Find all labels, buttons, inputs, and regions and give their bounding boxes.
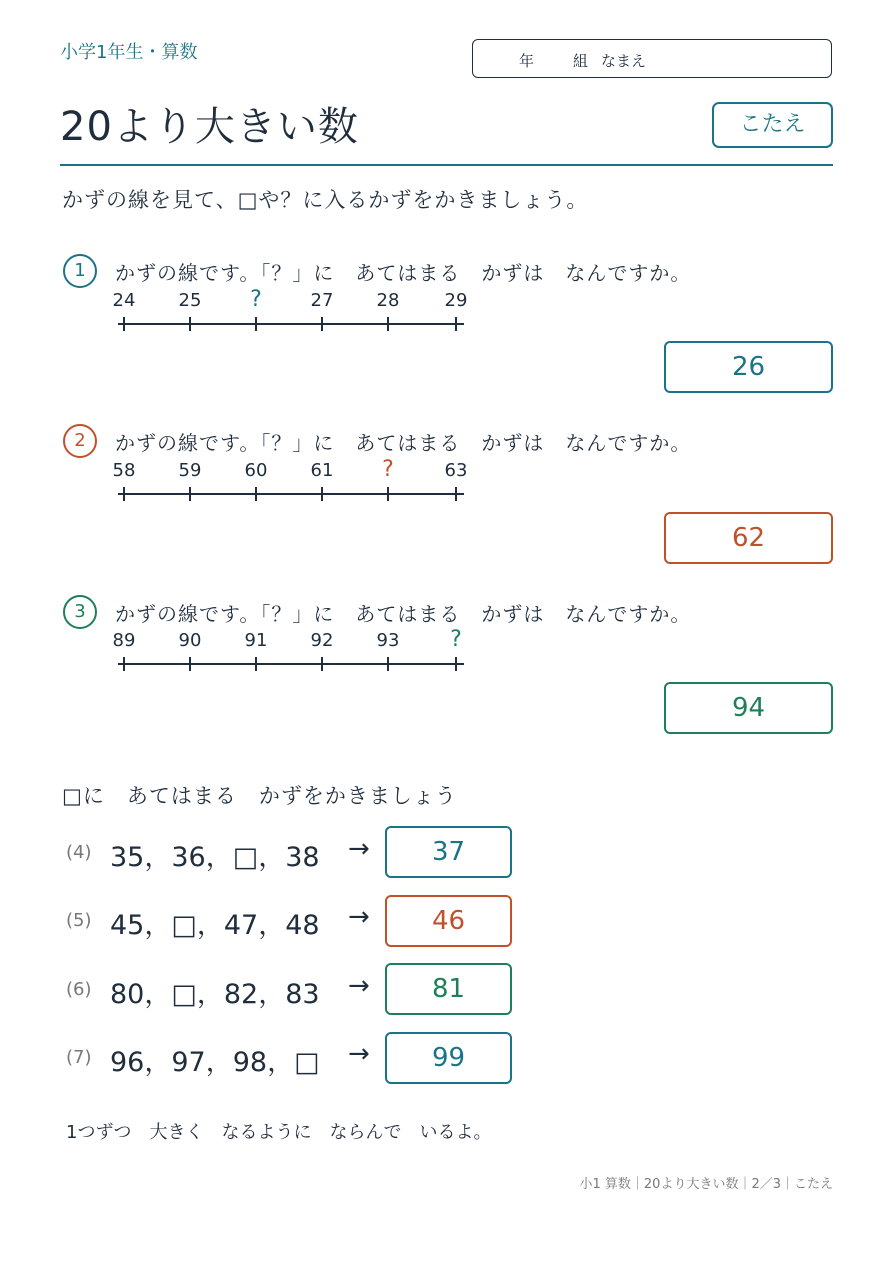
tick-label: 93	[376, 630, 400, 651]
question-number-1: 1	[63, 254, 97, 288]
question-number-2: 2	[63, 424, 97, 458]
answer-box-2[interactable]: 62	[664, 512, 833, 564]
unknown-mark: ?	[450, 627, 462, 652]
arrow-icon: →	[348, 1039, 370, 1069]
number-line-1	[110, 284, 480, 336]
item-label-4: (4)	[66, 842, 92, 863]
header-divider	[60, 164, 833, 166]
item-label-5: (5)	[66, 910, 92, 931]
section-heading: □に あてはまる かずをかきましょう	[62, 784, 457, 808]
hint-note: 1つずつ 大きく なるように ならんで いるよ。	[66, 1122, 492, 1143]
class-label: 組	[573, 52, 589, 70]
sequence-6: 80，□，82，83	[110, 979, 320, 1010]
tick-label: 91	[244, 630, 268, 651]
tick-label: 58	[112, 460, 136, 481]
answer-box-3[interactable]: 94	[664, 682, 833, 734]
tick-label: 25	[178, 290, 202, 311]
page-footer: 小1 算数｜20より大きい数｜2／3｜こたえ	[579, 1177, 833, 1192]
sequence-7: 96，97，98，□	[110, 1047, 320, 1078]
unknown-mark: ?	[382, 457, 394, 482]
unknown-mark: ?	[250, 287, 262, 312]
grade-subject: 小学1年生・算数	[60, 42, 198, 63]
arrow-icon: →	[348, 971, 370, 1001]
arrow-icon: →	[348, 834, 370, 864]
answer-badge: こたえ	[712, 102, 833, 148]
tick-label: 27	[310, 290, 334, 311]
answer-box-1[interactable]: 26	[664, 341, 833, 393]
name-label: なまえ	[601, 52, 647, 70]
number-line-3	[110, 624, 480, 676]
answer-box-4[interactable]: 37	[385, 826, 512, 878]
tick-label: 90	[178, 630, 202, 651]
tick-label: 28	[376, 290, 400, 311]
tick-label: 92	[310, 630, 334, 651]
tick-label: 60	[244, 460, 268, 481]
arrow-icon: →	[348, 902, 370, 932]
number-line-2	[110, 454, 480, 506]
question-text-1: かずの線です。「？」に あてはまる かずは なんですか。	[115, 261, 692, 285]
answer-box-7[interactable]: 99	[385, 1032, 512, 1084]
year-label: 年	[519, 52, 535, 70]
question-text-2: かずの線です。「？」に あてはまる かずは なんですか。	[115, 431, 692, 455]
tick-label: 24	[112, 290, 136, 311]
question-number-3: 3	[63, 595, 97, 629]
tick-label: 63	[444, 460, 468, 481]
sequence-4: 35，36，□，38	[110, 842, 320, 873]
tick-label: 61	[310, 460, 334, 481]
question-text-3: かずの線です。「？」に あてはまる かずは なんですか。	[115, 602, 692, 626]
name-box[interactable]	[472, 39, 832, 78]
answer-box-5[interactable]: 46	[385, 895, 512, 947]
tick-label: 29	[444, 290, 468, 311]
item-label-6: (6)	[66, 979, 92, 1000]
tick-label: 59	[178, 460, 202, 481]
item-label-7: (7)	[66, 1047, 92, 1068]
tick-label: 89	[112, 630, 136, 651]
sequence-5: 45，□，47，48	[110, 910, 320, 941]
answer-box-6[interactable]: 81	[385, 963, 512, 1015]
instruction: かずの線を見て、□や？に入るかずをかきましょう。	[62, 188, 589, 212]
page-title: 20より大きい数	[60, 104, 359, 150]
